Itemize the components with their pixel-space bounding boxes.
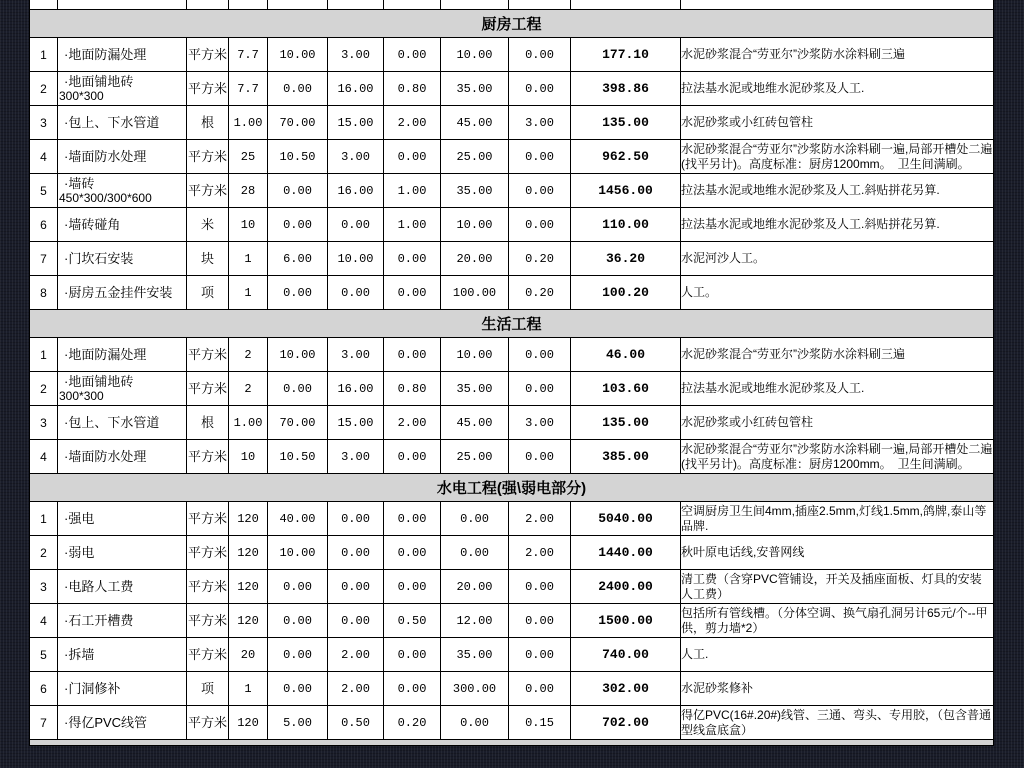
cell-price-1: 40.00 [268,502,328,536]
cell-quantity: 2 [229,338,268,372]
cell-quantity: 10 [229,440,268,474]
cell-price-3: 0.00 [384,242,441,276]
cell-price-5: 3.00 [509,106,571,140]
section-header-row [30,10,994,38]
cell-row-number: 6 [30,208,58,242]
cell-row-number: 1 [30,502,58,536]
cell-price-2: 0.00 [328,570,384,604]
cell-row-number: 8 [30,276,58,310]
section-header-row [30,474,994,502]
budget-spreadsheet [29,0,994,746]
cell-note: 水泥河沙人工。 [681,242,994,276]
cell-total: 398.86 [571,72,681,106]
cell-unit: 平方米 [187,604,229,638]
cell-price-3: 0.00 [384,440,441,474]
cell-price-2: 2.00 [328,638,384,672]
empty-cell [509,0,571,10]
table-row [30,242,994,276]
cell-price-4: 12.00 [441,604,509,638]
cell-note: 水泥砂浆混合“劳亚尔”沙浆防水涂料刷一遍,局部开槽处二遍(找平另计)。高度标准：厨房1200mm。 卫生间满刷。 [681,440,994,474]
cell-note: 人工。 [681,276,994,310]
cell-price-1: 10.00 [268,536,328,570]
cell-item-name [58,502,187,536]
item-name-line: ·强电 [64,511,95,526]
cell-row-number: 4 [30,440,58,474]
table-row [30,406,994,440]
cell-total: 702.00 [571,706,681,740]
empty-cell [328,0,384,10]
cell-item-name [58,242,187,276]
cell-price-4: 300.00 [441,672,509,706]
cell-price-3: 2.00 [384,406,441,440]
cell-price-4: 10.00 [441,38,509,72]
cell-price-2: 10.00 [328,242,384,276]
empty-cell [30,0,58,10]
cell-item-name [58,174,187,208]
cell-item-name [58,276,187,310]
cell-unit: 根 [187,406,229,440]
cell-price-3: 0.80 [384,372,441,406]
cell-row-number: 5 [30,638,58,672]
cell-total: 1456.00 [571,174,681,208]
cell-price-2: 0.00 [328,502,384,536]
item-name-line: ·厨房五金挂件安装 [64,285,173,300]
cell-price-4: 25.00 [441,440,509,474]
cell-price-2: 0.50 [328,706,384,740]
table-row [30,706,994,740]
cell-unit: 平方米 [187,72,229,106]
cell-price-1: 10.50 [268,440,328,474]
empty-cell [229,0,268,10]
cell-total: 36.20 [571,242,681,276]
cell-price-1: 5.00 [268,706,328,740]
cell-item-name [58,604,187,638]
cell-price-3: 1.00 [384,174,441,208]
cell-note: 秋叶原电话线,安普网线 [681,536,994,570]
cell-note: 得亿PVC(16#.20#)线管、三通、弯头、专用胶，（包含普通型线盒底盒） [681,706,994,740]
cell-unit: 平方米 [187,638,229,672]
cell-unit: 平方米 [187,372,229,406]
cell-total: 46.00 [571,338,681,372]
cell-unit: 平方米 [187,338,229,372]
top-partial-row [30,0,994,10]
cell-price-1: 0.00 [268,208,328,242]
table-row [30,38,994,72]
cell-total: 740.00 [571,638,681,672]
cell-row-number: 3 [30,570,58,604]
table-row [30,72,994,106]
cell-price-3: 1.00 [384,208,441,242]
cell-price-1: 0.00 [268,570,328,604]
cell-total: 385.00 [571,440,681,474]
cell-price-5: 0.00 [509,338,571,372]
cell-price-4: 35.00 [441,174,509,208]
cell-quantity: 1.00 [229,106,268,140]
item-spec-line: 450*300/300*600 [59,190,152,205]
section-header-row [30,310,994,338]
empty-cell [441,0,509,10]
cell-price-4: 0.00 [441,706,509,740]
cell-price-2: 15.00 [328,106,384,140]
cell-quantity: 7.7 [229,38,268,72]
item-name-line: ·墙面防水处理 [64,149,147,164]
cell-price-4: 10.00 [441,208,509,242]
item-name-line: ·地面防漏处理 [64,347,147,362]
cell-price-1: 0.00 [268,276,328,310]
cell-price-5: 0.00 [509,140,571,174]
table-row [30,106,994,140]
cell-price-4: 100.00 [441,276,509,310]
cell-price-2: 0.00 [328,276,384,310]
cell-quantity: 120 [229,604,268,638]
table-row [30,140,994,174]
cell-price-4: 20.00 [441,570,509,604]
cell-quantity: 28 [229,174,268,208]
cell-total: 1500.00 [571,604,681,638]
cell-price-2: 0.00 [328,536,384,570]
cell-unit: 米 [187,208,229,242]
cell-total: 1440.00 [571,536,681,570]
cell-row-number: 2 [30,372,58,406]
cell-price-2: 0.00 [328,208,384,242]
cell-price-5: 0.00 [509,440,571,474]
cell-price-2: 2.00 [328,672,384,706]
cell-price-5: 0.15 [509,706,571,740]
item-name-line: ·地面防漏处理 [64,47,147,62]
cell-note: 清工费（含穿PVC管铺设，开关及插座面板、灯具的安装人工费） [681,570,994,604]
cell-price-1: 70.00 [268,106,328,140]
cell-price-5: 0.00 [509,604,571,638]
cell-price-2: 3.00 [328,140,384,174]
cell-item-name [58,536,187,570]
cell-item-name [58,208,187,242]
section-title: 生活工程 [30,310,994,338]
cell-item-name [58,672,187,706]
cell-price-1: 0.00 [268,672,328,706]
cell-unit: 平方米 [187,502,229,536]
section-title: 厨房工程 [30,10,994,38]
cell-item-name [58,570,187,604]
cell-price-5: 0.00 [509,174,571,208]
cell-total: 110.00 [571,208,681,242]
cell-quantity: 10 [229,208,268,242]
cell-price-3: 0.00 [384,38,441,72]
cell-price-4: 35.00 [441,638,509,672]
cell-price-1: 0.00 [268,372,328,406]
cell-item-name [58,372,187,406]
cell-price-3: 0.00 [384,536,441,570]
cell-price-1: 0.00 [268,604,328,638]
cell-price-4: 0.00 [441,536,509,570]
cell-quantity: 1 [229,672,268,706]
cell-price-3: 2.00 [384,106,441,140]
budget-table [29,0,994,746]
empty-cell [571,0,681,10]
table-row [30,638,994,672]
item-name-line: ·得亿PVC线管 [64,715,148,730]
cell-row-number: 2 [30,72,58,106]
table-row [30,338,994,372]
cell-total: 135.00 [571,406,681,440]
cell-price-2: 16.00 [328,72,384,106]
cell-unit: 项 [187,672,229,706]
cell-note: 拉法基水泥或地维水泥砂浆及人工.斜贴拼花另算. [681,174,994,208]
cell-price-1: 10.00 [268,38,328,72]
empty-cell [187,0,229,10]
item-name-line: ·弱电 [64,545,95,560]
cell-unit: 平方米 [187,38,229,72]
table-row [30,672,994,706]
cell-price-3: 0.00 [384,338,441,372]
cell-price-4: 35.00 [441,72,509,106]
cell-unit: 平方米 [187,174,229,208]
cell-note: 水泥砂浆或小红砖包管柱 [681,406,994,440]
cell-quantity: 120 [229,706,268,740]
cell-price-4: 45.00 [441,106,509,140]
cell-item-name [58,338,187,372]
item-name-line: ·石工开槽费 [64,613,134,628]
cell-quantity: 20 [229,638,268,672]
cell-item-name [58,406,187,440]
cell-note: 拉法基水泥或地维水泥砂浆及人工. [681,372,994,406]
cell-price-1: 70.00 [268,406,328,440]
cell-item-name [58,72,187,106]
cell-total: 177.10 [571,38,681,72]
cell-price-5: 0.00 [509,638,571,672]
cell-note: 拉法基水泥或地维水泥砂浆及人工. [681,72,994,106]
cell-quantity: 120 [229,570,268,604]
item-name-line: ·墙砖碰角 [64,217,121,232]
cell-row-number: 4 [30,604,58,638]
cell-quantity: 2 [229,372,268,406]
cell-total: 135.00 [571,106,681,140]
section-title: 水电工程(强\弱电部分) [30,474,994,502]
table-row [30,174,994,208]
cell-item-name [58,440,187,474]
cell-total: 302.00 [571,672,681,706]
cell-total: 103.60 [571,372,681,406]
bottom-partial-section-row [30,740,994,746]
cell-row-number: 3 [30,406,58,440]
cell-note: 拉法基水泥或地维水泥砂浆及人工.斜贴拼花另算. [681,208,994,242]
cell-row-number: 5 [30,174,58,208]
cell-price-3: 0.00 [384,672,441,706]
cell-price-3: 0.00 [384,502,441,536]
cell-price-3: 0.00 [384,638,441,672]
empty-cell [268,0,328,10]
cell-row-number: 4 [30,140,58,174]
cell-price-2: 16.00 [328,174,384,208]
cell-row-number: 6 [30,672,58,706]
empty-cell [58,0,187,10]
cell-price-5: 3.00 [509,406,571,440]
cell-row-number: 7 [30,706,58,740]
cell-note: 水泥砂浆修补 [681,672,994,706]
cell-note: 水泥砂浆混合“劳亚尔”沙浆防水涂料刷一遍,局部开槽处二遍(找平另计)。高度标准：厨房1200mm。 卫生间满刷。 [681,140,994,174]
cell-price-2: 16.00 [328,372,384,406]
cell-note: 空调厨房卫生间4mm,插座2.5mm,灯线1.5mm,鸽牌,泰山等品牌. [681,502,994,536]
item-spec-line: 300*300 [59,388,104,403]
item-name-line: ·地面铺地砖 [64,373,134,389]
cell-price-4: 20.00 [441,242,509,276]
cell-price-3: 0.00 [384,570,441,604]
item-spec-line: 300*300 [59,88,104,103]
cell-item-name [58,638,187,672]
item-name-line: ·电路人工费 [64,579,134,594]
cell-price-1: 0.00 [268,72,328,106]
cell-row-number: 3 [30,106,58,140]
cell-unit: 平方米 [187,440,229,474]
cell-quantity: 1.00 [229,406,268,440]
table-row [30,208,994,242]
cell-price-4: 35.00 [441,372,509,406]
cell-note: 水泥砂浆混合“劳亚尔”沙浆防水涂料刷三遍 [681,38,994,72]
cell-price-2: 15.00 [328,406,384,440]
empty-cell [384,0,441,10]
cell-quantity: 120 [229,536,268,570]
empty-cell [681,0,994,10]
item-name-line: ·拆墙 [64,647,95,662]
cell-price-3: 0.00 [384,276,441,310]
cell-unit: 根 [187,106,229,140]
cell-unit: 块 [187,242,229,276]
item-name-line: ·包上、下水管道 [64,115,160,130]
cell-price-2: 0.00 [328,604,384,638]
item-name-line: ·墙砖 [64,175,95,191]
cell-note: 水泥砂浆混合“劳亚尔”沙浆防水涂料刷三遍 [681,338,994,372]
table-row [30,502,994,536]
table-row [30,604,994,638]
cell-price-2: 3.00 [328,338,384,372]
cell-item-name [58,140,187,174]
cell-price-1: 0.00 [268,174,328,208]
cell-note: 水泥砂浆或小红砖包管柱 [681,106,994,140]
cell-price-5: 0.20 [509,276,571,310]
cell-price-5: 0.00 [509,570,571,604]
cell-price-5: 0.00 [509,672,571,706]
cell-price-1: 10.50 [268,140,328,174]
cell-total: 100.20 [571,276,681,310]
cell-quantity: 25 [229,140,268,174]
item-name-line: ·门坎石安装 [64,251,134,266]
cell-price-3: 0.00 [384,140,441,174]
cell-price-3: 0.50 [384,604,441,638]
cell-unit: 平方米 [187,706,229,740]
cell-quantity: 1 [229,242,268,276]
table-row [30,440,994,474]
cell-price-1: 10.00 [268,338,328,372]
cell-note: 包括所有管线槽。（分体空调、换气扇孔洞另计65元/个--甲供，剪力墙*2） [681,604,994,638]
cell-price-5: 2.00 [509,536,571,570]
cell-unit: 项 [187,276,229,310]
item-name-line: ·包上、下水管道 [64,415,160,430]
cell-quantity: 7.7 [229,72,268,106]
cell-price-5: 0.20 [509,242,571,276]
cell-price-2: 3.00 [328,38,384,72]
cell-row-number: 1 [30,38,58,72]
cell-unit: 平方米 [187,570,229,604]
table-row [30,536,994,570]
table-row [30,570,994,604]
cell-price-2: 3.00 [328,440,384,474]
cell-quantity: 120 [229,502,268,536]
table-row [30,276,994,310]
cell-note: 人工. [681,638,994,672]
cell-price-4: 0.00 [441,502,509,536]
cell-item-name [58,38,187,72]
cell-price-5: 2.00 [509,502,571,536]
cell-price-5: 0.00 [509,208,571,242]
cell-total: 5040.00 [571,502,681,536]
cell-unit: 平方米 [187,536,229,570]
item-name-line: ·墙面防水处理 [64,449,147,464]
cell-row-number: 1 [30,338,58,372]
cell-price-5: 0.00 [509,72,571,106]
cell-row-number: 2 [30,536,58,570]
item-name-line: ·地面铺地砖 [64,73,134,89]
cell-price-3: 0.20 [384,706,441,740]
cell-price-1: 6.00 [268,242,328,276]
cell-price-1: 0.00 [268,638,328,672]
cell-price-4: 10.00 [441,338,509,372]
cell-total: 962.50 [571,140,681,174]
cell-item-name [58,706,187,740]
table-row [30,372,994,406]
cell-price-5: 0.00 [509,38,571,72]
bottom-partial-section [30,740,994,746]
cell-unit: 平方米 [187,140,229,174]
cell-row-number: 7 [30,242,58,276]
cell-price-5: 0.00 [509,372,571,406]
cell-price-4: 45.00 [441,406,509,440]
cell-price-3: 0.80 [384,72,441,106]
cell-item-name [58,106,187,140]
cell-price-4: 25.00 [441,140,509,174]
item-name-line: ·门洞修补 [64,681,121,696]
cell-quantity: 1 [229,276,268,310]
cell-total: 2400.00 [571,570,681,604]
